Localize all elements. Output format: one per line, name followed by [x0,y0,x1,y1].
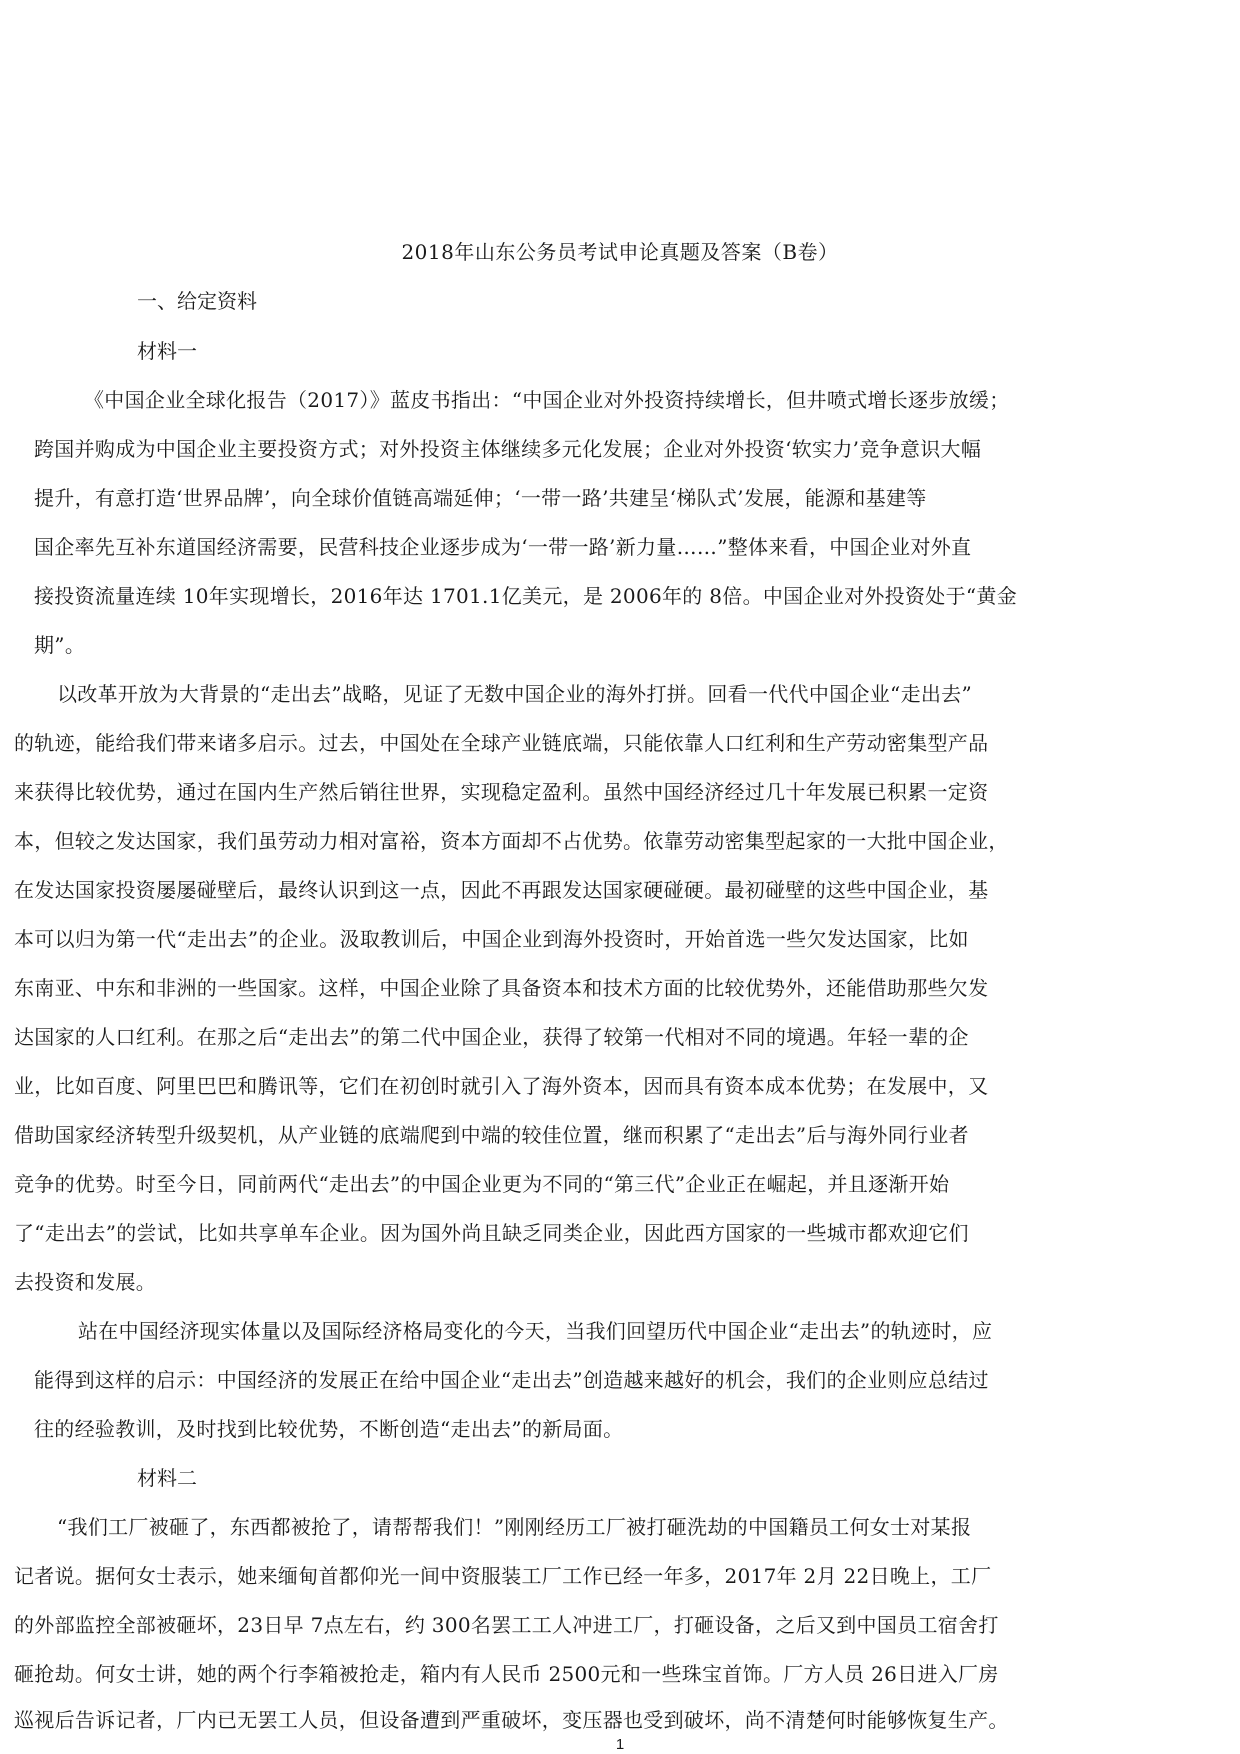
paragraph-line: 达国家的人口红利。在那之后“走出去”的第二代中国企业，获得了较第一代相对不同的境遇。年轻一辈的企 [14,1025,969,1049]
material2-heading: 材料二 [137,1466,197,1490]
paragraph-line: 竞争的优势。时至今日，同前两代“走出去”的中国企业更为不同的“第三代”企业正在崛起，并且逐渐开始 [14,1172,950,1196]
paragraph-line: 国企率先互补东道国经济需要，民营科技企业逐步成为‘一带一路’新力量……”整体来看，中国企业对外直 [34,535,972,559]
paragraph-line: 跨国并购成为中国企业主要投资方式；对外投资主体继续多元化发展；企业对外投资‘软实力’竞争意识大幅 [34,437,982,461]
paragraph-line: “我们工厂被砸了，东西都被抢了，请帮帮我们！”刚刚经历工厂被打砸洗劫的中国籍员工何女士对某报 [57,1515,972,1539]
paragraph-line: 来获得比较优势，通过在国内生产然后销往世界，实现稳定盈利。虽然中国经济经过几十年发展已积累一定资 [14,780,989,804]
material1-heading: 材料一 [137,339,197,363]
paragraph-line: 巡视后告诉记者，厂内已无罢工人员，但设备遭到严重破坏，变压器也受到破坏，尚不清楚何时能够恢复生产。 [14,1708,1009,1732]
paragraph-line: 期”。 [34,633,86,657]
paragraph-line: 《中国企业全球化报告（2017）》蓝皮书指出：“中国企业对外投资持续增长，但井喷式增长逐步放缓； [84,388,1010,412]
paragraph-line: 去投资和发展。 [14,1270,157,1294]
paragraph-line: 接投资流量连续 10年实现增长，2016年达 1701.1亿美元，是 2006年的 8倍。中国企业对外投资处于“黄金 [34,584,1018,608]
paragraph-line: 本可以归为第一代“走出去”的企业。汲取教训后，中国企业到海外投资时，开始首选一些欠发达国家，比如 [14,927,969,951]
paragraph-line: 在发达国家投资屡屡碰壁后，最终认识到这一点，因此不再跟发达国家硬碰硬。最初碰壁的这些中国企业，基 [14,878,989,902]
paragraph-line: 的外部监控全部被砸坏，23日早 7点左右，约 300名罢工工人冲进工厂，打砸设备，之后又到中国员工宿舍打 [14,1613,999,1637]
paragraph-line: 本，但较之发达国家，我们虽劳动力相对富裕，资本方面却不占优势。依靠劳动密集型起家的一大批中国企业， [14,829,1009,853]
paragraph-line: 东南亚、中东和非洲的一些国家。这样，中国企业除了具备资本和技术方面的比较优势外，还能借助那些欠发 [14,976,989,1000]
page-number: 1 [615,1736,625,1753]
paragraph-line: 了“走出去”的尝试，比如共享单车企业。因为国外尚且缺乏同类企业，因此西方国家的一些城市都欢迎它们 [14,1221,969,1245]
paragraph-line: 借助国家经济转型升级契机，从产业链的底端爬到中端的较佳位置，继而积累了“走出去”后与海外同行业者 [14,1123,969,1147]
section-heading: 一、给定资料 [137,289,257,313]
paragraph-line: 记者说。据何女士表示，她来缅甸首都仰光一间中资服装工厂工作已经一年多，2017年 2月 22日晚上，工厂 [14,1564,992,1588]
paragraph-line: 的轨迹，能给我们带来诸多启示。过去，中国处在全球产业链底端，只能依靠人口红利和生产劳动密集型产品 [14,731,989,755]
paragraph-line: 能得到这样的启示：中国经济的发展正在给中国企业“走出去”创造越来越好的机会，我们的企业则应总结过 [34,1368,989,1392]
document-title: 2018年山东公务员考试申论真题及答案（B卷） [401,240,839,264]
paragraph-line: 站在中国经济现实体量以及国际经济格局变化的今天，当我们回望历代中国企业“走出去”的轨迹时，应 [78,1319,993,1343]
paragraph-line: 往的经验教训，及时找到比较优势，不断创造“走出去”的新局面。 [34,1417,624,1441]
paragraph-line: 以改革开放为大背景的“走出去”战略，见证了无数中国企业的海外打拼。回看一代代中国企业“走出去” [57,682,972,706]
paragraph-line: 砸抢劫。何女士讲，她的两个行李箱被抢走，箱内有人民币 2500元和一些珠宝首饰。厂方人员 26日进入厂房 [14,1662,999,1686]
paragraph-line: 提升，有意打造‘世界品牌’，向全球价值链高端延伸；‘一带一路’共建呈‘梯队式’发展，能源和基建等 [34,486,927,510]
paragraph-line: 业，比如百度、阿里巴巴和腾讯等，它们在初创时就引入了海外资本，因而具有资本成本优势；在发展中，又 [14,1074,989,1098]
